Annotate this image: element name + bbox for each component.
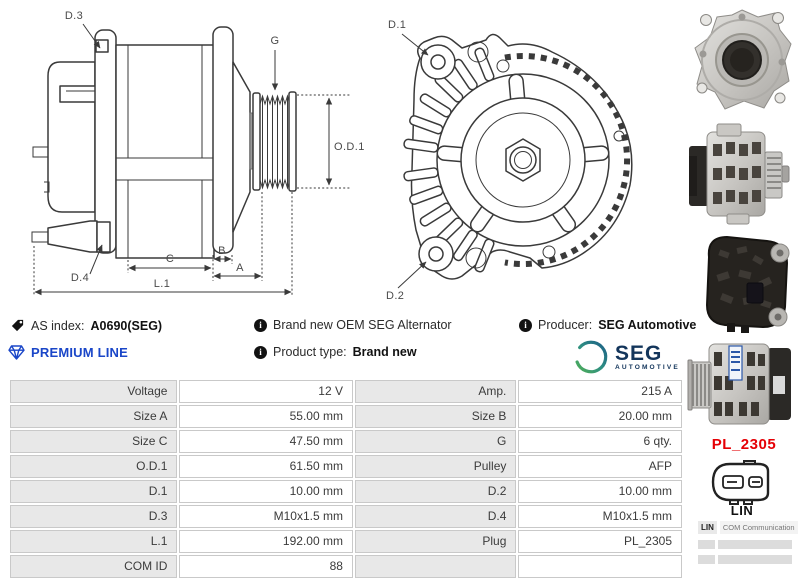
dim-label-g: G [270,35,280,47]
brand-new-text: Brand new OEM SEG Alternator [273,318,452,332]
spec-label: Amp. [355,380,516,403]
dim-label-l1: L.1 [153,278,171,290]
spec-value: 10.00 mm [179,480,353,503]
product-type [254,345,417,359]
spec-label: D.3 [10,505,177,528]
lin-com-table [698,521,795,564]
info-icon: i [254,346,267,359]
table-row [10,530,682,553]
lin-table-col1: LIN [698,521,717,534]
lin-table-row [698,540,792,549]
technical-drawings [0,0,690,310]
spec-value: 61.50 mm [179,455,353,478]
as-index-label: AS index: [31,318,85,333]
producer-label: Producer: [538,318,593,332]
tag-icon [10,318,25,333]
as-index [10,318,162,333]
spec-value: 12 V [179,380,353,403]
spec-value: 192.00 mm [179,530,353,553]
table-row [10,555,682,578]
premium-line-label: PREMIUM LINE [31,345,129,360]
product-photo-side-pulley-right[interactable] [687,116,799,228]
table-row [10,505,682,528]
dim-label-d2: D.2 [386,290,405,302]
table-row [10,455,682,478]
lin-connector-icon [706,460,778,506]
connector-label: LIN [730,503,754,518]
table-row [10,430,682,453]
producer [519,318,696,332]
as-index-value: A0690(SEG) [90,318,163,333]
diamond-icon [8,345,25,360]
premium-line [8,345,128,360]
table-row [10,380,682,403]
dim-label-d1: D.1 [388,19,407,31]
dim-label-od1: O.D.1 [334,141,365,153]
plug-code: PL_2305 [711,436,777,453]
product-photo-rear-aluminum[interactable] [690,4,794,114]
dim-label-d3: D.3 [64,10,84,22]
side-view-drawing [32,10,365,295]
spec-label: Size B [355,405,516,428]
spec-value: AFP [518,455,682,478]
spec-value: 10.00 mm [518,480,682,503]
spec-label: COM ID [10,555,177,578]
spec-value: M10x1.5 mm [179,505,353,528]
product-photo-side-pulley-left[interactable] [687,340,799,428]
dim-label-a: A [236,262,244,274]
spec-label: L.1 [10,530,177,553]
dim-label-b: B [218,245,226,257]
spec-label: Size C [10,430,177,453]
table-row [10,480,682,503]
spec-label: D.4 [355,505,516,528]
spec-label: Size A [10,405,177,428]
product-type-value: Brand new [352,345,417,359]
producer-value: SEG Automotive [598,318,697,332]
spec-label: O.D.1 [10,455,177,478]
spec-label: D.1 [10,480,177,503]
spec-value [518,555,682,578]
spec-label: Plug [355,530,516,553]
spec-label: G [355,430,516,453]
spec-value: 55.00 mm [179,405,353,428]
spec-value: M10x1.5 mm [518,505,682,528]
spec-value: PL_2305 [518,530,682,553]
spec-label: D.2 [355,480,516,503]
spec-value: 6 qty. [518,430,682,453]
lin-table-col2: COM Communication [720,521,798,534]
table-row [10,405,682,428]
spec-label [355,555,516,578]
info-icon: i [519,319,532,332]
dim-label-d4: D.4 [70,272,90,284]
spec-value: 20.00 mm [518,405,682,428]
spec-label: Pulley [355,455,516,478]
seg-logo-subtext: AUTOMOTIVE [615,363,680,371]
product-type-label: Product type: [273,345,347,359]
info-icon: i [254,319,267,332]
lin-table-row [698,555,792,564]
spec-label: Voltage [10,380,177,403]
spec-table [8,378,684,578]
seg-logo-text: SEG [615,341,663,365]
spec-value: 47.50 mm [179,430,353,453]
brand-new-note [254,318,452,332]
seg-automotive-logo [572,338,680,376]
front-view-drawing [386,19,632,302]
spec-value: 215 A [518,380,682,403]
product-photo-rear-black-cover[interactable] [687,227,800,339]
spec-value: 88 [179,555,353,578]
dim-label-c: C [165,253,175,265]
seg-logo-circle-icon [572,338,610,376]
